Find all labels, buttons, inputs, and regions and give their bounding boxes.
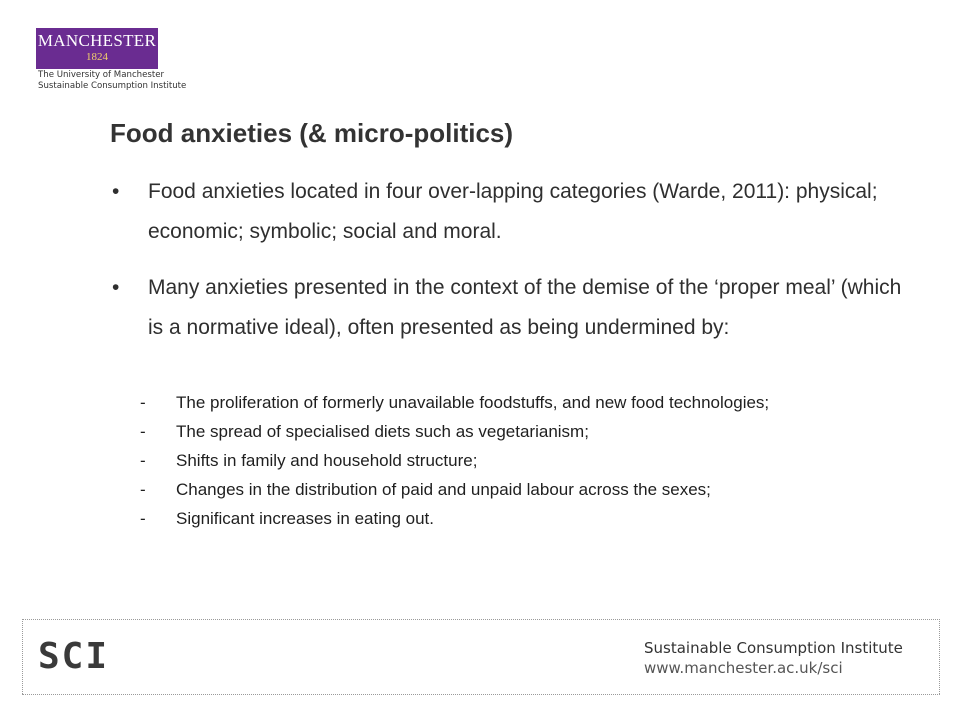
dash-marker: - xyxy=(140,451,146,470)
bullet-text: Many anxieties presented in the context of the demise of the ‘proper meal’ (which is a normative ideal), often presented as being undermined by: xyxy=(148,276,902,339)
sub-text: The spread of specialised diets such as vegetarianism; xyxy=(176,422,589,441)
sub-item xyxy=(140,421,850,443)
bullet-marker: • xyxy=(112,276,120,299)
university-logo xyxy=(36,28,158,69)
bullet-text: Food anxieties located in four over-lapping categories (Warde, 2011): physical; economic; symbolic; social and moral. xyxy=(148,180,878,243)
footer-left-divider xyxy=(22,619,23,694)
bullet-item xyxy=(112,268,902,348)
footer-bottom-divider xyxy=(22,694,940,695)
footer-info xyxy=(644,638,903,678)
sub-text: Significant increases in eating out. xyxy=(176,509,434,528)
logo-subtitle xyxy=(38,70,186,92)
logo-line-2: Sustainable Consumption Institute xyxy=(38,81,187,91)
slide-title: Food anxieties (& micro-politics) xyxy=(110,118,514,148)
dash-marker: - xyxy=(140,393,146,412)
sub-item xyxy=(140,479,850,501)
dash-marker: - xyxy=(140,422,146,441)
sci-wordmark: SCI xyxy=(38,636,110,677)
footer-url: www.manchester.ac.uk/sci xyxy=(644,659,843,677)
sub-list xyxy=(140,392,850,537)
bullet-item xyxy=(112,172,902,252)
dash-marker: - xyxy=(140,480,146,499)
footer-top-divider xyxy=(22,619,940,620)
logo-line-1: The University of Manchester xyxy=(38,70,165,80)
bullet-list xyxy=(112,172,902,348)
dash-marker: - xyxy=(140,509,146,528)
bullet-marker: • xyxy=(112,180,120,203)
sub-item xyxy=(140,450,850,472)
logo-name: MANCHESTER xyxy=(37,31,157,50)
logo-year: 1824 xyxy=(86,51,108,63)
sub-text: The proliferation of formerly unavailable foodstuffs, and new food technologies; xyxy=(176,393,770,412)
sub-item xyxy=(140,392,850,414)
sub-text: Changes in the distribution of paid and unpaid labour across the sexes; xyxy=(176,480,711,499)
footer-right-divider xyxy=(939,619,940,694)
footer-institute-name: Sustainable Consumption Institute xyxy=(644,639,903,657)
sub-item xyxy=(140,508,850,530)
sub-text: Shifts in family and household structure; xyxy=(176,451,478,470)
